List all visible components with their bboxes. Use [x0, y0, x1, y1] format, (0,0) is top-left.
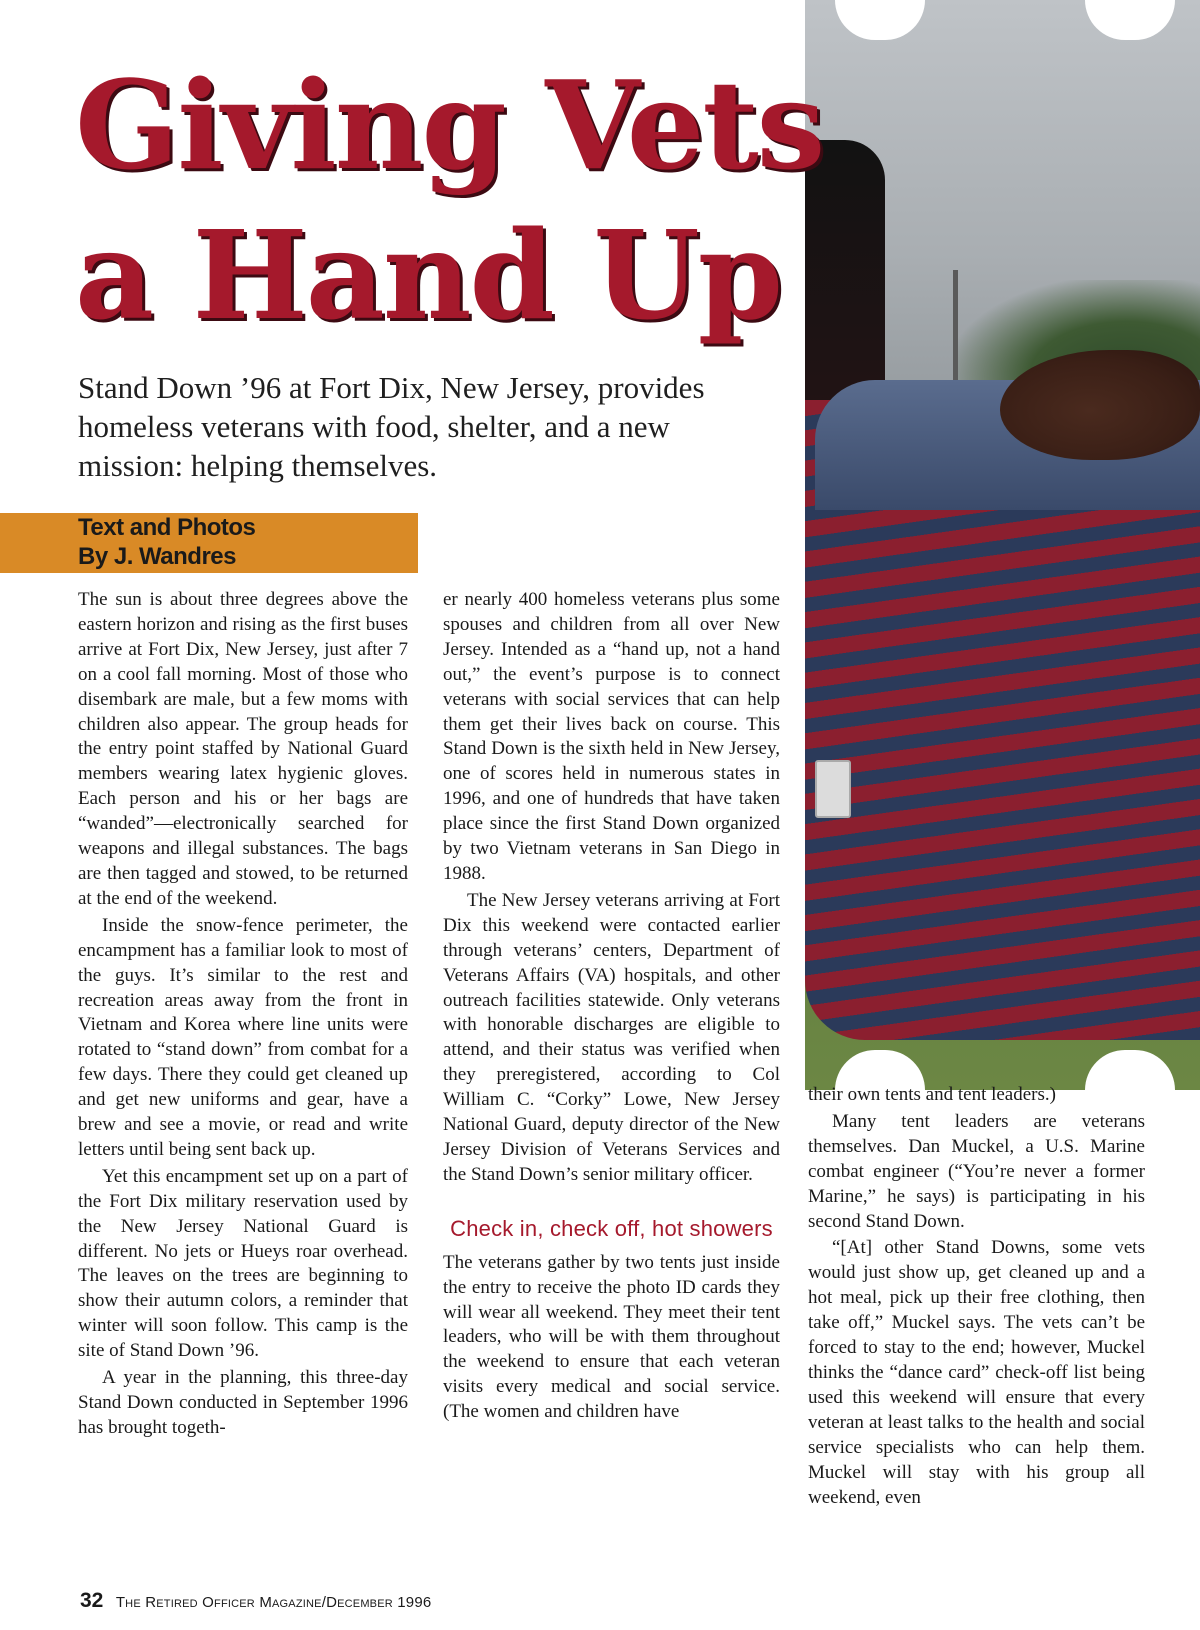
- body-paragraph: er nearly 400 homeless veterans plus some spouses and children from all over New Jersey. Intended as a “hand up, not a hand out,” the event’s purpose is to connect veterans with social services that can help them get their lives back on course. This Stand Down is the sixth held in New Jersey, one of scores held in numerous states in 1996, and one of hundreds that have taken place since the first Stand Down organized by two Vietnam veterans in San Diego in 1988.: [443, 589, 780, 884]
- headline: [75, 50, 1075, 350]
- body-paragraph: Many tent leaders are veterans themselves. Dan Muckel, a U.S. Marine combat engineer (“You’re never a former Marine,” he says) is participating in his second Stand Down.: [808, 1110, 1145, 1232]
- byline-credit: Text and Photos: [78, 514, 256, 541]
- body-paragraph: Inside the snow-fence perimeter, the encampment has a familiar look to most of the guys. It’s similar to the rest and recreation areas away from the front in Vietnam and Korea where line units were rotated to “stand down” from combat for a few days. There they could get cleaned up and get new uniforms and gear, have a brew and see a movie, or read and write letters until being sent back up.: [78, 914, 408, 1160]
- body-paragraph: The sun is about three degrees above the eastern horizon and rising as the first buses arrive at Fort Dix, New Jersey, just after 7 on a cool fall morning. Most of those who disembark are male, but a few moms with children also appear. The group heads for the entry point staffed by National Guard members wearing latex hygienic gloves. Each person and his or her bags are “wanded”—electronically searched for weapons and illegal substances. The bags are then tagged and stowed, to be returned at the end of the weekend.: [78, 589, 408, 909]
- body-paragraph: “[At] other Stand Downs, some vets would just show up, get cleaned up and a hot meal, pick up their free clothing, then take off,” Muckel says. The vets can’t be forced to stay to the end; however, Muckel thinks the “dance card” check-off list being used this weekend will ensure that every veteran at least talks to the health and social service specialists who can help them. Muckel will stay with his group all weekend, even: [808, 1237, 1145, 1508]
- body-column-2: [443, 588, 780, 1425]
- body-paragraph: their own tents and tent leaders.): [808, 1084, 1056, 1105]
- headline-line-1: Giving Vets: [75, 53, 824, 197]
- section-subhead: Check in, check off, hot showers: [450, 1215, 773, 1241]
- body-paragraph: The New Jersey veterans arriving at Fort Dix this weekend were contacted earlier through veterans’ centers, Department of Veterans Affairs (VA) hospitals, and other outreach facilities statewide. Only veterans with honorable discharges are eligible to attend, and their status was verified when they preregistered, according to Col William C. “Corky” Lowe, New Jersey National Guard, deputy director of the New Jersey Division of Veterans Services and the Stand Down’s senior military officer.: [443, 889, 780, 1185]
- folio: [80, 1589, 431, 1613]
- body-column-1: [78, 588, 408, 1441]
- body-paragraph: Yet this encampment set up on a part of the Fort Dix military reservation used by the New Jersey National Guard is different. No jets or Hueys roar overhead. The leaves on the trees are beginning to show their autumn colors, a reminder that winter will soon follow. This camp is the site of Stand Down ’96.: [78, 1165, 408, 1362]
- body-column-3: [808, 1083, 1145, 1510]
- magazine-title: The Retired Officer Magazine/December 1996: [115, 1594, 432, 1611]
- body-paragraph: The veterans gather by two tents just inside the entry to receive the photo ID cards they will wear all weekend. They meet their tent leaders, who will be with them throughout the weekend to ensure that each veteran visits every medical and social service. (The women and children have: [443, 1251, 780, 1423]
- headline-line-2: a Hand Up: [75, 203, 782, 347]
- byline: [78, 513, 408, 571]
- body-paragraph: A year in the planning, this three-day Stand Down conducted in September 1996 has brought togeth-: [78, 1367, 408, 1438]
- photo-id-badge: [815, 760, 851, 818]
- dek: Stand Down ’96 at Fort Dix, New Jersey, provides homeless veterans with food, shelter, and a new mission: helping themselves.: [78, 370, 705, 483]
- page-number: 32: [80, 1589, 104, 1612]
- byline-author: By J. Wandres: [78, 543, 236, 570]
